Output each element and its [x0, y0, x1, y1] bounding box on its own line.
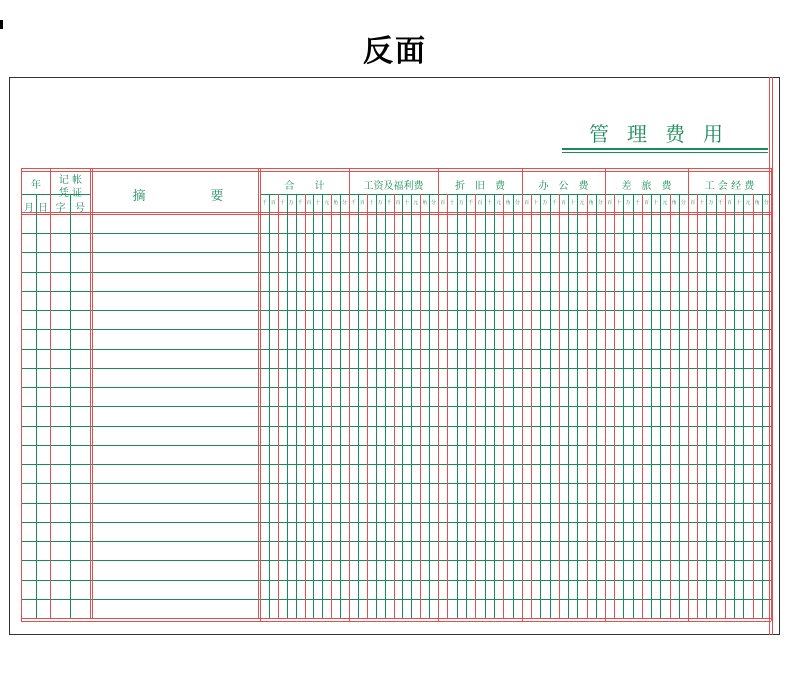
amount-digit-line [457, 194, 458, 618]
amount-digit-line [287, 194, 288, 618]
header-voucher-hao: 号 [75, 203, 85, 214]
amount-unit-label: 元 [496, 200, 502, 206]
amount-digit-line [716, 194, 717, 618]
amount-unit-label: 角 [754, 200, 760, 206]
header-top-border [21, 171, 771, 172]
amount-unit-label: 万 [625, 200, 631, 206]
amount-digit-line [358, 194, 359, 618]
amount-digit-line [340, 194, 341, 618]
ledger-title: 管理费用 [589, 122, 741, 146]
amount-unit-label: 万 [288, 200, 294, 206]
amount-unit-label: 千 [468, 200, 474, 206]
amount-unit-label: 千 [297, 200, 303, 206]
column-border [50, 168, 51, 618]
amount-unit-label: 千 [261, 200, 267, 206]
header-bottom-border [21, 212, 771, 213]
header-summary-a: 摘 [132, 189, 148, 204]
amount-unit-label: 分 [342, 200, 348, 206]
row-line [21, 464, 771, 465]
amount-unit-label: 十 [404, 200, 410, 206]
amount-unit-label: 分 [514, 200, 520, 206]
row-line [21, 310, 771, 311]
amount-digit-line [513, 194, 514, 618]
amount-section-border [688, 168, 689, 621]
subheader-line [260, 194, 771, 195]
binding-edge-line [769, 77, 770, 635]
amount-digit-line [660, 194, 661, 618]
amount-digit-line [623, 194, 624, 618]
amount-section-border [605, 168, 606, 621]
amount-unit-label: 元 [745, 200, 751, 206]
amount-digit-line [269, 194, 270, 618]
amount-digit-line [743, 194, 744, 618]
amount-unit-label: 元 [662, 200, 668, 206]
amount-unit-label: 千 [634, 200, 640, 206]
amount-unit-label: 十 [533, 200, 539, 206]
amount-unit-label: 分 [597, 200, 603, 206]
row-line [21, 599, 771, 600]
amount-digit-line [420, 194, 421, 618]
amount-unit-label: 十 [699, 200, 705, 206]
amount-digit-line [394, 194, 395, 618]
column-line [70, 194, 71, 618]
amount-column-name: 办 公 费 [538, 181, 589, 192]
amount-unit-label: 百 [607, 200, 613, 206]
amount-digit-line [568, 194, 569, 618]
page-title: 反面 [363, 34, 427, 69]
amount-digit-line [331, 194, 332, 618]
amount-unit-label: 元 [324, 200, 330, 206]
amount-unit-label: 角 [671, 200, 677, 206]
amount-digit-line [725, 194, 726, 618]
column-border [92, 168, 93, 618]
amount-digit-line [402, 194, 403, 618]
amount-digit-line [485, 194, 486, 618]
amount-digit-line [587, 194, 588, 618]
row-line [21, 522, 771, 523]
amount-unit-label: 千 [350, 200, 356, 206]
amount-digit-line [559, 194, 560, 618]
row-line [21, 541, 771, 542]
amount-unit-label: 百 [690, 200, 696, 206]
amount-column-name: 工 会 经 费 [704, 181, 755, 192]
amount-section-border [438, 168, 439, 621]
amount-digit-line [376, 194, 377, 618]
row-line [21, 233, 771, 234]
amount-digit-line [706, 194, 707, 618]
amount-digit-line [670, 194, 671, 618]
amount-digit-line [278, 194, 279, 618]
header-voucher-mid: 凭 证 [58, 188, 83, 199]
row-line [21, 445, 771, 446]
amount-unit-label: 角 [422, 200, 428, 206]
amount-unit-label: 百 [477, 200, 483, 206]
amount-digit-line [697, 194, 698, 618]
binding-edge-line [772, 77, 773, 635]
header-voucher-zi: 字 [55, 203, 66, 214]
amount-unit-label: 十 [449, 200, 455, 206]
table-bottom-border [21, 618, 771, 619]
amount-unit-label: 角 [505, 200, 511, 206]
amount-digit-line [447, 194, 448, 618]
row-line [21, 368, 771, 369]
amount-digit-line [494, 194, 495, 618]
amount-digit-line [550, 194, 551, 618]
title-underline [562, 152, 768, 153]
amount-unit-label: 千 [386, 200, 392, 206]
amount-section-border [522, 168, 523, 621]
amount-digit-line [596, 194, 597, 618]
row-line [21, 291, 771, 292]
amount-digit-line [367, 194, 368, 618]
amount-unit-label: 万 [708, 200, 714, 206]
amount-unit-label: 万 [458, 200, 464, 206]
amount-digit-line [429, 194, 430, 618]
column-line [36, 194, 37, 618]
amount-digit-line [322, 194, 323, 618]
amount-unit-label: 万 [542, 200, 548, 206]
table-bottom-border [21, 621, 771, 622]
row-line [21, 426, 771, 427]
amount-digit-line [531, 194, 532, 618]
header-summary-b: 要 [210, 189, 226, 204]
amount-unit-label: 元 [579, 200, 585, 206]
amount-digit-line [385, 194, 386, 618]
amount-unit-label: 百 [359, 200, 365, 206]
amount-unit-label: 百 [306, 200, 312, 206]
amount-unit-label: 千 [551, 200, 557, 206]
row-line [21, 349, 771, 350]
amount-unit-label: 百 [726, 200, 732, 206]
amount-digit-line [411, 194, 412, 618]
row-line [21, 483, 771, 484]
amount-unit-label: 百 [560, 200, 566, 206]
header-voucher-top: 记 帐 [58, 175, 83, 186]
amount-digit-line [651, 194, 652, 618]
row-line [21, 503, 771, 504]
amount-digit-line [313, 194, 314, 618]
amount-digit-line [762, 194, 763, 618]
row-line [21, 272, 771, 273]
amount-column-name: 合 计 [284, 181, 325, 192]
column-border [90, 168, 91, 618]
title-underline [562, 148, 768, 150]
amount-unit-label: 分 [763, 200, 769, 206]
amount-digit-line [734, 194, 735, 618]
amount-unit-label: 百 [270, 200, 276, 206]
amount-digit-line [753, 194, 754, 618]
amount-digit-line [577, 194, 578, 618]
amount-unit-label: 百 [440, 200, 446, 206]
header-year: 年 [31, 180, 41, 191]
amount-unit-label: 万 [377, 200, 383, 206]
row-line [21, 387, 771, 388]
amount-digit-line [296, 194, 297, 618]
amount-digit-line [614, 194, 615, 618]
amount-section-border [349, 168, 350, 621]
row-line [21, 252, 771, 253]
amount-unit-label: 十 [616, 200, 622, 206]
amount-column-name: 工资及福利费 [363, 181, 424, 192]
amount-digit-line [679, 194, 680, 618]
row-line [21, 406, 771, 407]
column-border [21, 168, 22, 621]
amount-unit-label: 十 [368, 200, 374, 206]
row-line [21, 329, 771, 330]
amount-digit-line [305, 194, 306, 618]
amount-digit-line [642, 194, 643, 618]
header-day: 日 [38, 203, 48, 214]
column-border [258, 168, 259, 618]
amount-digit-line [466, 194, 467, 618]
amount-column-name: 折 旧 费 [455, 181, 505, 192]
amount-digit-line [633, 194, 634, 618]
amount-section-border [260, 168, 261, 621]
amount-column-name: 差 旅 费 [621, 181, 672, 192]
row-line [21, 560, 771, 561]
amount-unit-label: 十 [279, 200, 285, 206]
amount-unit-label: 百 [643, 200, 649, 206]
amount-unit-label: 角 [588, 200, 594, 206]
amount-digit-line [503, 194, 504, 618]
amount-unit-label: 十 [570, 200, 576, 206]
amount-unit-label: 千 [717, 200, 723, 206]
amount-unit-label: 十 [736, 200, 742, 206]
amount-unit-label: 百 [395, 200, 401, 206]
amount-unit-label: 元 [413, 200, 419, 206]
amount-unit-label: 十 [486, 200, 492, 206]
amount-unit-label: 分 [680, 200, 686, 206]
amount-unit-label: 十 [653, 200, 659, 206]
header-bottom-border [21, 214, 771, 215]
row-line [21, 580, 771, 581]
amount-digit-line [540, 194, 541, 618]
header-top-border [21, 168, 771, 169]
amount-unit-label: 分 [431, 200, 437, 206]
header-month: 月 [24, 203, 34, 214]
amount-digit-line [475, 194, 476, 618]
amount-unit-label: 十 [315, 200, 321, 206]
amount-unit-label: 百 [524, 200, 530, 206]
amount-unit-label: 角 [333, 200, 339, 206]
